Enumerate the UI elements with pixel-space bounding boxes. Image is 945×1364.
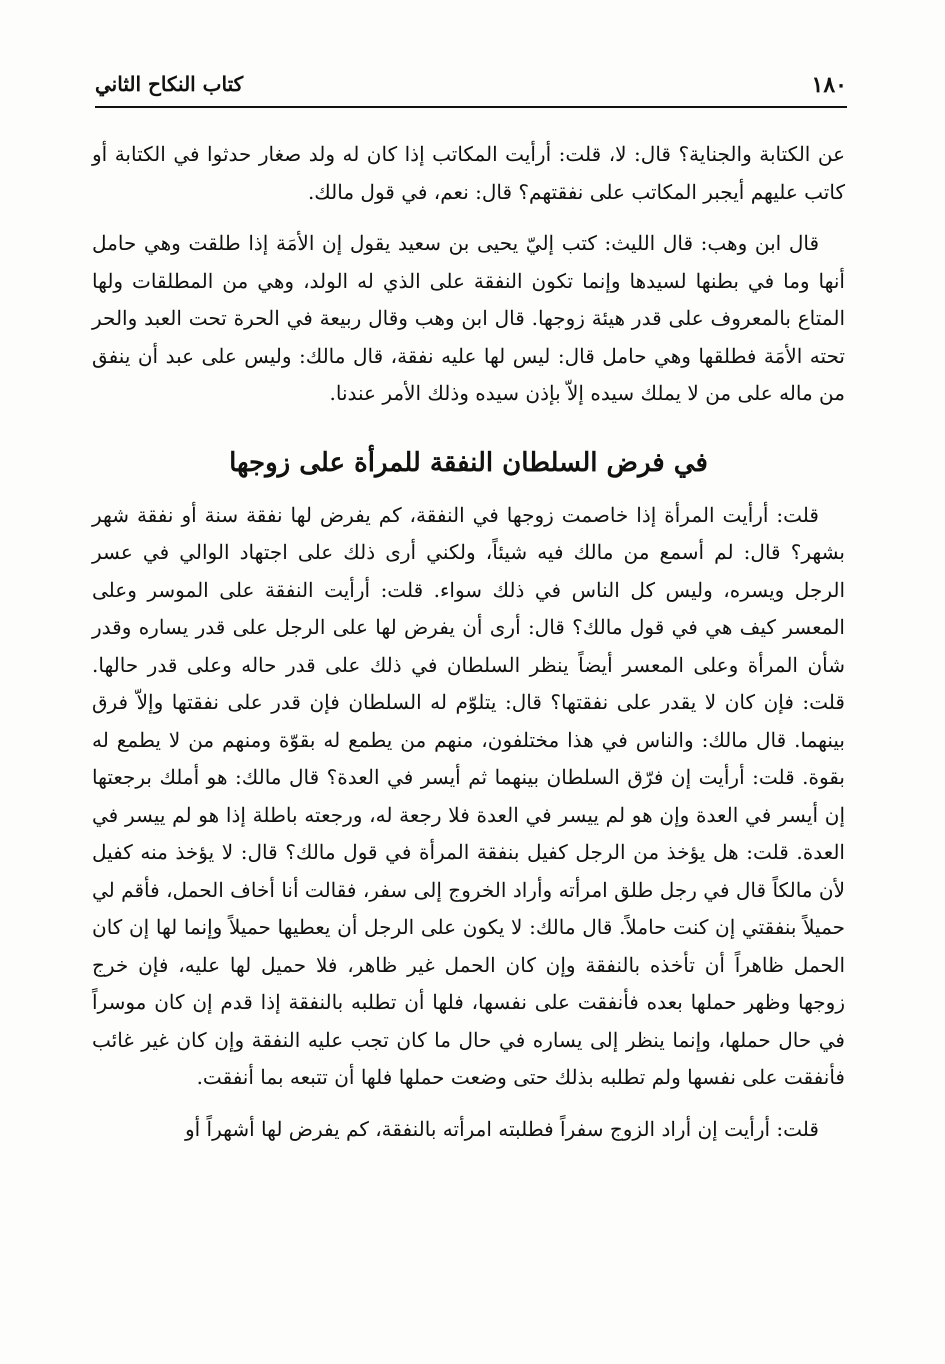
body-text bbox=[92, 136, 845, 1148]
book-title: كتاب النكاح الثاني bbox=[95, 72, 244, 96]
paragraph: قال ابن وهب: قال الليث: كتب إليّ يحيى بن سعيد يقول إن الأمَة إذا طلقت وهي حامل أنها وما في بطنها لسيدها وإنما تكون النفقة على الذي له الولد، وهي من المطلقات ولها المتاع بالمعروف على قدر هيئة زوجها. قال ابن وهب وقال ربيعة في الحرة تحت العبد والحر تحته الأمَة فطلقها وهي حامل قال: ليس لها عليه نفقة، قال مالك: وليس على عبد أن ينفق من ماله على من لا يملك سيده إلاّ بإذن سيده وذلك الأمر عندنا. bbox=[92, 231, 846, 405]
running-header bbox=[95, 68, 847, 108]
page-number: ١٨٠ bbox=[811, 72, 847, 98]
paragraph: قلت: أرأيت إن أراد الزوج سفراً فطلبته امرأته بالنفقة، كم يفرض لها أشهراً أو bbox=[184, 1116, 819, 1141]
paragraph: قلت: أرأيت المرأة إذا خاصمت زوجها في النفقة، كم يفرض لها نفقة سنة أو نفقة شهر بشهر؟ قال: لم أسمع من مالك فيه شيئاً، ولكني أرى ذلك على اجتهاد الوالي في عسر الرجل ويسره، وليس كل الناس في ذلك سواء. قلت: أرأيت النفقة على الموسر وعلى المعسر كيف هي في قول مالك؟ قال: أرى أن يفرض لها على الرجل على قدر يساره وقدر شأن المرأة وعلى المعسر أيضاً ينظر السلطان في ذلك على قدر حاله وعلى قدر حالها. قلت: فإن كان لا يقدر على نفقتها؟ قال: يتلوّم له السلطان فإن قدر على نفقتها وإلاّ فرق بينهما. قال مالك: والناس في هذا مختلفون، منهم من يطمع له بقوّة ومنهم من لا يطمع له بقوة. قلت: أرأيت إن فرّق السلطان بينهما ثم أيسر في العدة؟ قال مالك: هو أملك برجعتها إن أيسر في العدة وإن هو لم ييسر في العدة فلا رجعة له، ورجعته باطلة إذا هو لم ييسر في العدة. قلت: هل يؤخذ من الرجل كفيل بنفقة المرأة في قول مالك؟ قال: لا يؤخذ منه كفيل لأن مالكاً قال في رجل طلق امرأته وأراد الخروج إلى سفر، فقالت أنا أخاف الحمل، فأقم لي حميلاً بنفقتي إن كنت حاملاً. قال مالك: لا يكون على الرجل أن يعطيها حميلاً وإنما لها إن كان الحمل ظاهراً أن تأخذه بالنفقة وإن كان الحمل غير ظاهر، فلا حميل لها عليه، فإن خرج زوجها وظهر حملها بعده فأنفقت على نفسها، فلها أن تطلبه بالنفقة إذا قدم إن كان موسراً في حال حملها، وإنما ينظر إلى يساره في حال ما كان تجب عليه النفقة وإن كان غير غائب فأنفقت على نفسها ولم تطلبه بذلك حتى وضعت حملها فلها أن تتبعه بما أنفقت. bbox=[92, 502, 846, 1089]
paragraph: عن الكتابة والجناية؟ قال: لا، قلت: أرأيت المكاتب إذا كان له ولد صغار حدثوا في الكتابة أو كاتب عليهم أيجبر المكاتب على نفقتهم؟ قال: نعم، في قول مالك. bbox=[92, 142, 845, 204]
section-heading: في فرض السلطان النفقة للمرأة على زوجها bbox=[229, 447, 708, 478]
